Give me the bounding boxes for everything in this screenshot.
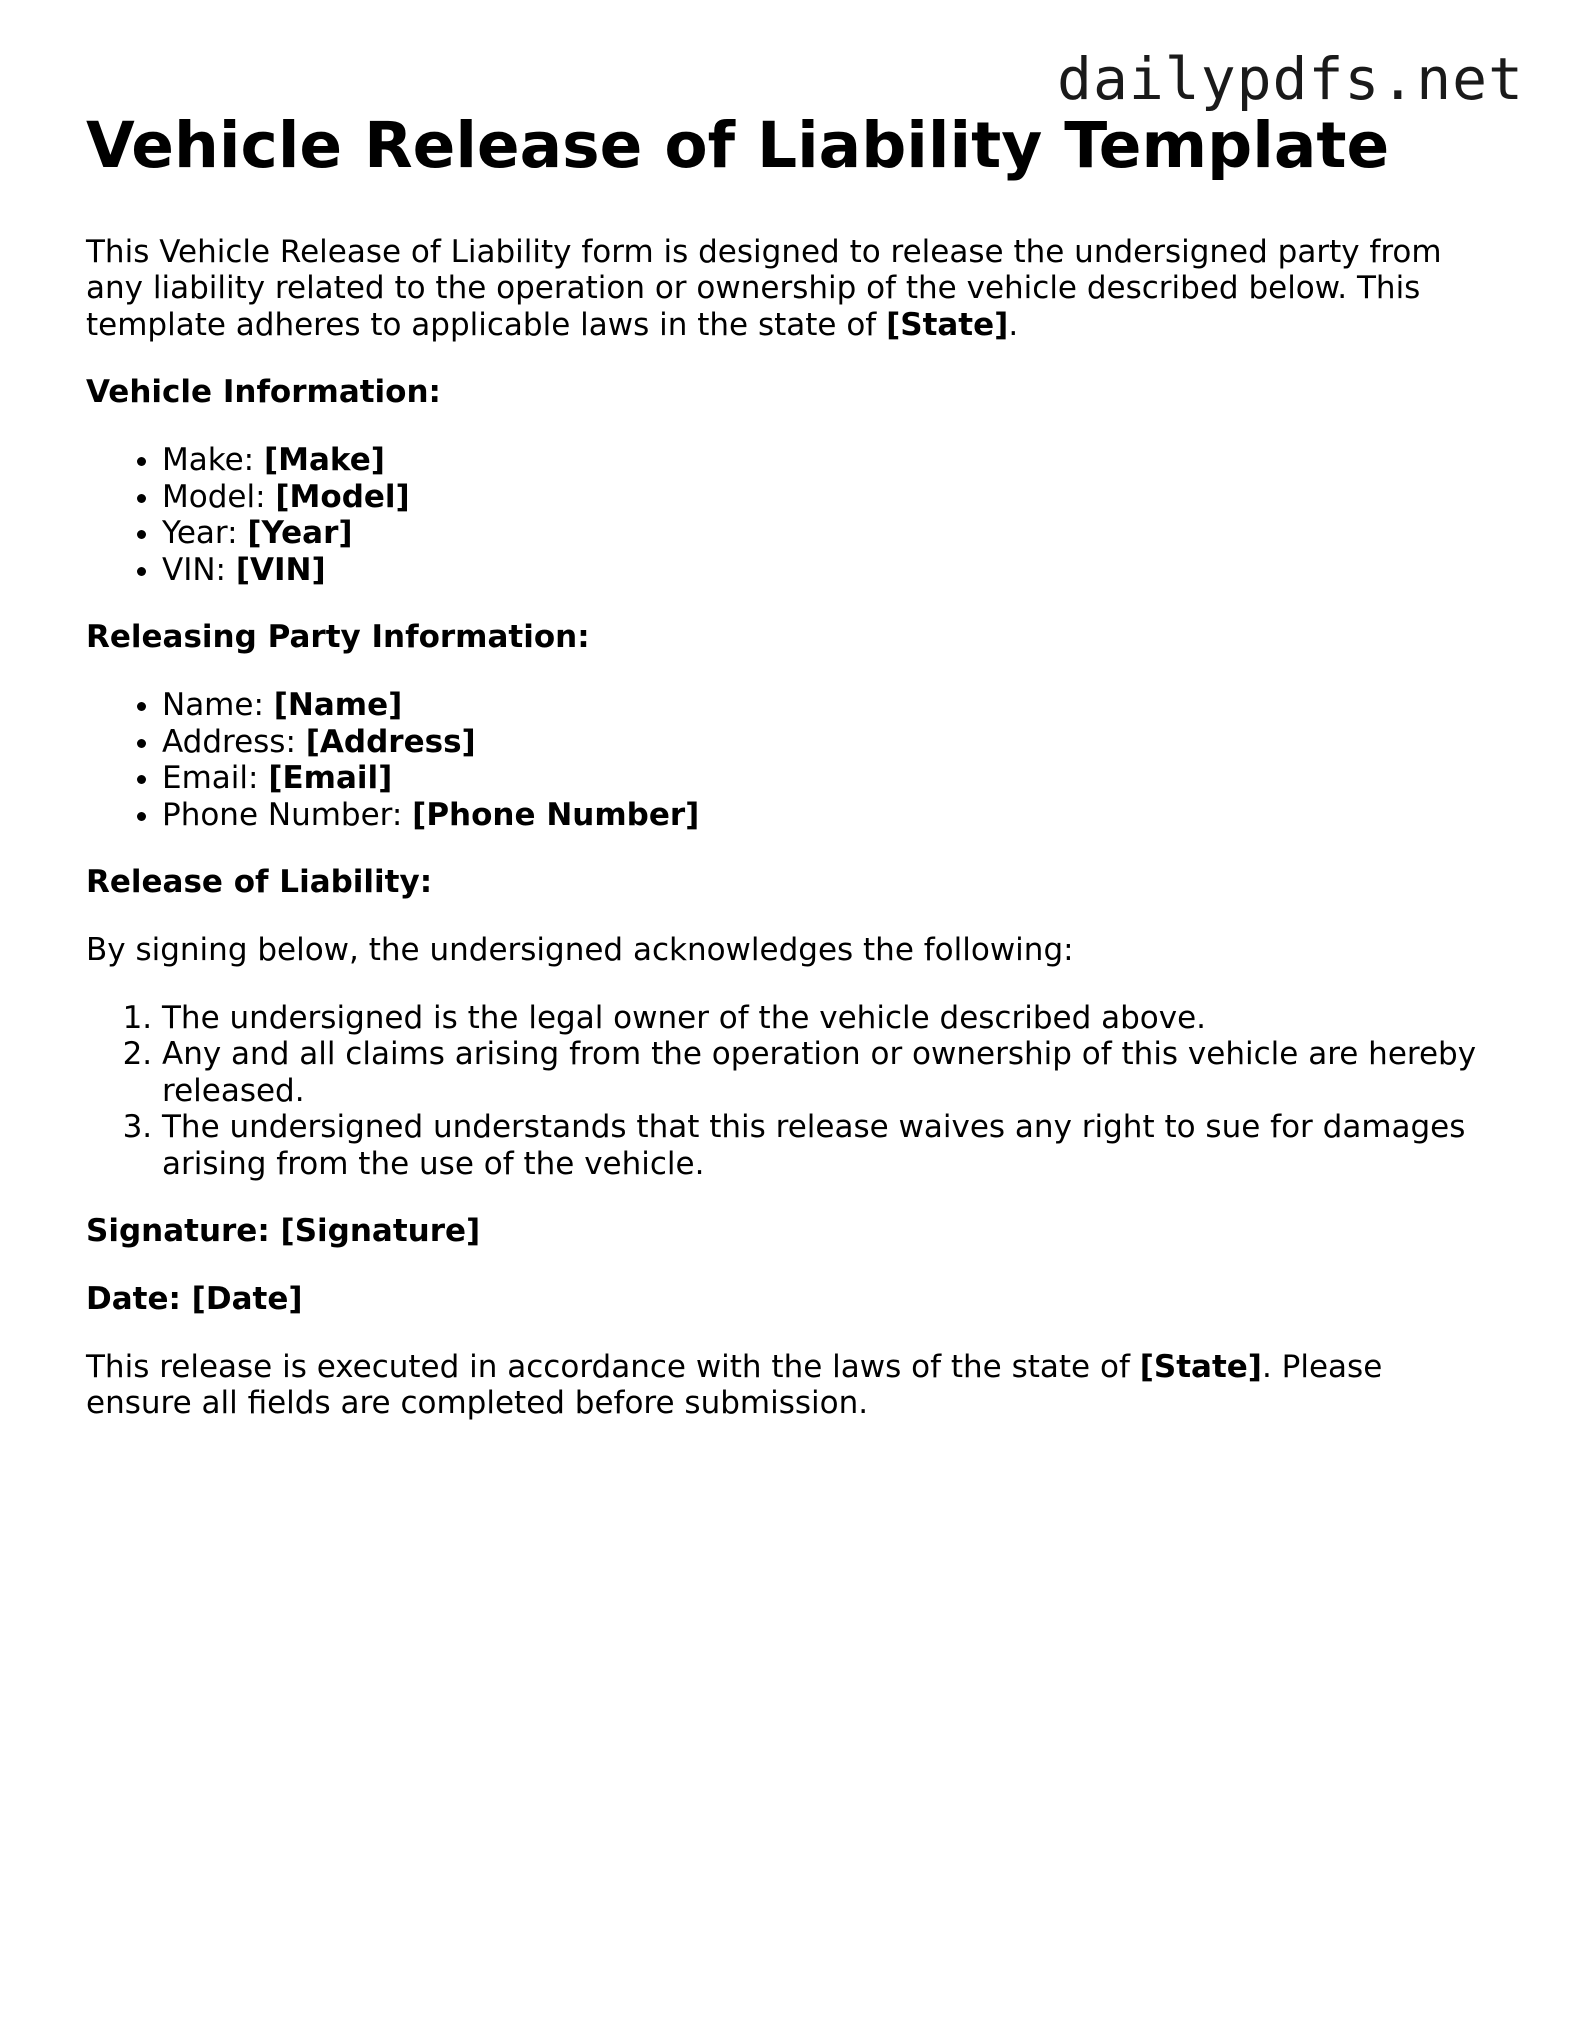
list-item <box>162 797 1486 834</box>
page-title: Vehicle Release of Liability Template <box>86 109 1390 182</box>
list-item <box>162 442 1486 479</box>
list-item: 3. The undersigned understands that this release waives any right to sue for damages arising from the use of the vehicle. <box>162 1109 1486 1182</box>
list-item <box>162 552 1486 589</box>
intro-paragraph <box>86 234 1486 344</box>
item-label: VIN: <box>162 551 236 588</box>
item-label: Phone Number: <box>162 796 413 833</box>
item-value: [Address] <box>305 723 476 760</box>
vehicle-list <box>86 442 1486 588</box>
item-label: Email: <box>162 760 269 797</box>
intro-end: . <box>1008 306 1019 343</box>
list-item <box>162 515 1486 552</box>
signature-line: Signature: [Signature] <box>86 1213 481 1250</box>
item-value: [Phone Number] <box>412 796 700 833</box>
list-item <box>162 479 1486 516</box>
list-item <box>162 687 1486 724</box>
item-value: [VIN] <box>235 551 326 588</box>
intro-text: This Vehicle Release of Liability form is designed to release the undersigned party from any liability related to the operation or ownership of the vehicle described below. This template adheres to applicable laws in the state of <box>86 233 1442 343</box>
intro-state: [State] <box>886 306 1009 343</box>
item-label: Model: <box>162 478 276 515</box>
vehicle-heading: Vehicle Information: <box>86 374 441 411</box>
release-lead: By signing below, the undersigned acknowledges the following: <box>86 931 1074 968</box>
item-value: [Model] <box>275 478 410 515</box>
closing-state: [State] <box>1139 1348 1262 1385</box>
list-item: 1. The undersigned is the legal owner of the vehicle described above. <box>162 1000 1486 1037</box>
item-label: Make: <box>162 441 264 478</box>
closing-text: This release is executed in accordance with the laws of the state of <box>86 1348 1140 1385</box>
item-value: [Make] <box>263 441 385 478</box>
watermark: dailypdfs.net <box>1057 45 1524 113</box>
document <box>86 108 1486 1422</box>
list-item <box>162 760 1486 797</box>
release-heading: Release of Liability: <box>86 864 433 901</box>
item-value: [Email] <box>268 760 393 797</box>
party-heading: Releasing Party Information: <box>86 619 590 656</box>
party-list <box>86 687 1486 833</box>
item-value: [Name] <box>273 686 403 723</box>
item-value: [Year] <box>247 515 353 552</box>
date-line: Date: [Date] <box>86 1281 303 1318</box>
closing-end: . Please ensure all fields are completed before submission. <box>86 1348 1383 1422</box>
closing-paragraph <box>86 1349 1486 1422</box>
item-label: Address: <box>162 723 306 760</box>
item-label: Name: <box>162 686 274 723</box>
list-item: 2. Any and all claims arising from the operation or ownership of this vehicle are hereby released. <box>162 1036 1486 1109</box>
release-list <box>86 1000 1486 1183</box>
item-label: Year: <box>162 515 248 552</box>
list-item <box>162 724 1486 761</box>
